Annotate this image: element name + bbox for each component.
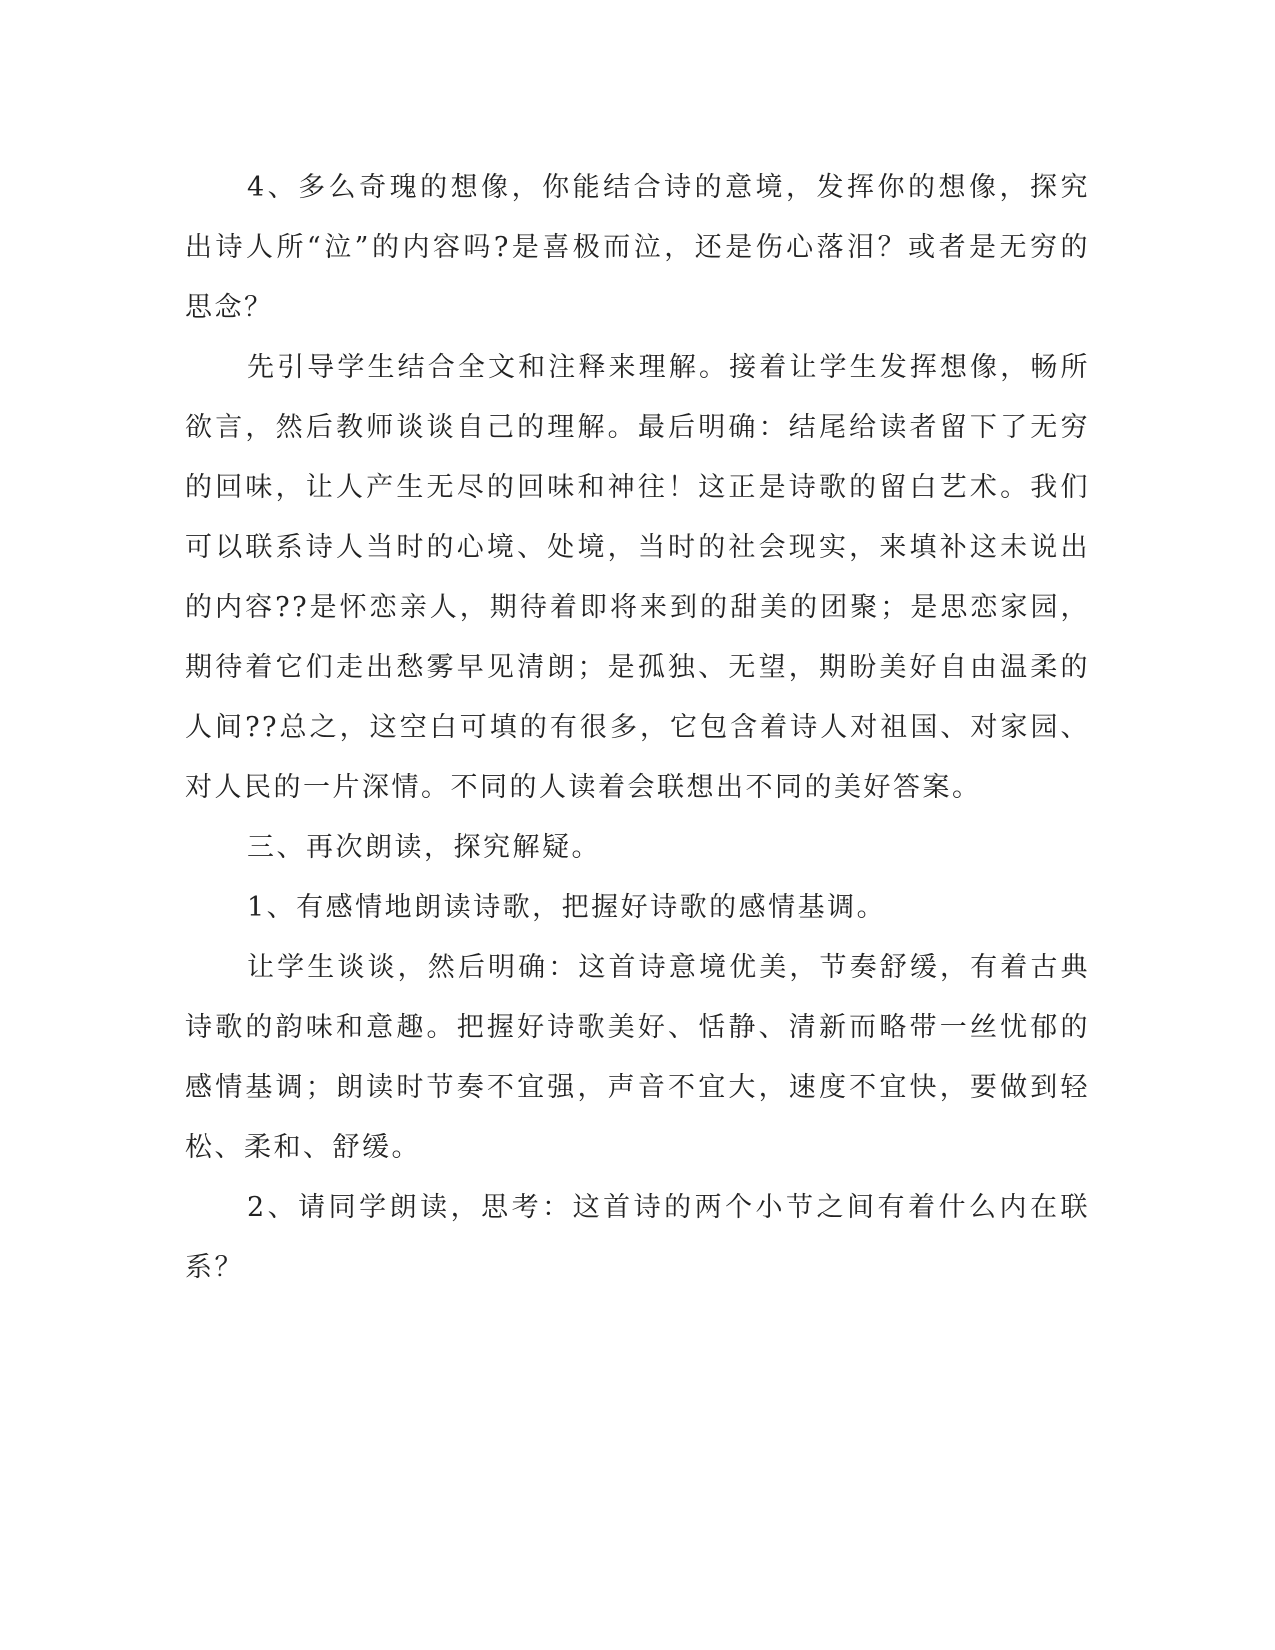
paragraph-guidance: 先引导学生结合全文和注释来理解。接着让学生发挥想像，畅所欲言，然后教师谈谈自己的理解。最后明确：结尾给读者留下了无穷的回味，让人产生无尽的回味和神往！这正是诗歌的留白艺术。我们可以联系诗人当时的心境、处境，当时的社会现实，来填补这未说出的内容??是怀恋亲人，期待着即将来到的甜美的团聚；是思恋家园，期待着它们走出愁雾早见清朗；是孤独、无望，期盼美好自由温柔的人间??总之，这空白可填的有很多，它包含着诗人对祖国、对家园、对人民的一片深情。不同的人读着会联想出不同的美好答案。: [185, 352, 1090, 803]
paragraph-question-4: 4、多么奇瑰的想像，你能结合诗的意境，发挥你的想像，探究出诗人所“泣”的内容吗?是喜极而泣，还是伤心落泪？或者是无穷的思念？: [185, 172, 1090, 323]
paragraph-item-1: 1、有感情地朗读诗歌，把握好诗歌的感情基调。: [247, 892, 887, 923]
paragraph-item-2: 2、请同学朗读，思考：这首诗的两个小节之间有着什么内在联系？: [185, 1192, 1090, 1283]
paragraph-explanation: 让学生谈谈，然后明确：这首诗意境优美，节奏舒缓，有着古典诗歌的韵味和意趣。把握好诗歌美好、恬静、清新而略带一丝忧郁的感情基调；朗读时节奏不宜强，声音不宜大，速度不宜快，要做到轻松、柔和、舒缓。: [185, 952, 1090, 1163]
section-heading-3: 三、再次朗读，探究解疑。: [247, 832, 601, 863]
document-body: [185, 158, 1090, 1298]
